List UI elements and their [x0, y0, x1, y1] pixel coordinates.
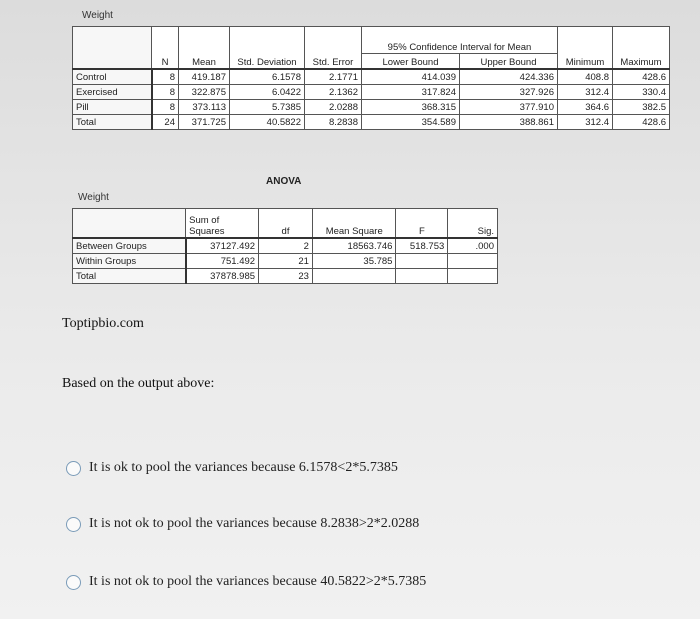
cell-min: 408.8	[558, 69, 613, 85]
cell-df: 21	[259, 254, 313, 269]
cell-ss: 37127.492	[186, 238, 259, 254]
col-n: N	[152, 27, 179, 70]
option-label: It is not ok to pool the variances because 8.2838>2*2.0288	[89, 516, 420, 531]
cell-upper: 327.926	[459, 85, 557, 100]
col-ss: Sum of Squares	[186, 209, 259, 239]
row-label: Within Groups	[73, 254, 186, 269]
cell-ms: 35.785	[312, 254, 396, 269]
cell-lower: 414.039	[362, 69, 460, 85]
table-row	[73, 100, 670, 115]
cell-mean: 322.875	[179, 85, 230, 100]
cell-mean: 373.113	[179, 100, 230, 115]
table-row	[73, 269, 498, 284]
corner-cell	[73, 209, 186, 239]
cell-mean: 371.725	[179, 115, 230, 130]
table-row	[73, 69, 670, 85]
table-row	[73, 115, 670, 130]
option-label: It is not ok to pool the variances because 40.5822>2*5.7385	[89, 574, 427, 589]
corner-cell	[73, 27, 152, 70]
col-min: Minimum	[558, 27, 613, 70]
cell-n: 8	[152, 69, 179, 85]
anova-table	[72, 208, 498, 284]
option-2[interactable]	[66, 574, 426, 590]
cell-ss: 751.492	[186, 254, 259, 269]
option-0[interactable]	[66, 460, 398, 476]
table-row	[73, 85, 670, 100]
col-upper: Upper Bound	[459, 54, 557, 70]
cell-sd: 40.5822	[230, 115, 305, 130]
cell-upper: 388.861	[459, 115, 557, 130]
radio-button[interactable]	[66, 461, 81, 476]
col-ms: Mean Square	[312, 209, 396, 239]
cell-ms: 18563.746	[312, 238, 396, 254]
cell-max: 330.4	[613, 85, 670, 100]
cell-max: 428.6	[613, 115, 670, 130]
question-text: Based on the output above:	[62, 376, 215, 391]
row-label: Exercised	[73, 85, 152, 100]
cell-upper: 377.910	[459, 100, 557, 115]
cell-max: 428.6	[613, 69, 670, 85]
anova-heading: ANOVA	[266, 176, 302, 187]
option-1[interactable]	[66, 516, 419, 532]
watermark-text: Toptipbio.com	[62, 316, 144, 331]
cell-lower: 354.589	[362, 115, 460, 130]
col-sd: Std. Deviation	[230, 27, 305, 70]
cell-df: 2	[259, 238, 313, 254]
col-ci: 95% Confidence Interval for Mean	[362, 27, 558, 54]
cell-se: 2.1771	[305, 69, 362, 85]
radio-button[interactable]	[66, 517, 81, 532]
cell-n: 24	[152, 115, 179, 130]
col-f: F	[396, 209, 448, 239]
table-row	[73, 254, 498, 269]
table-row	[73, 238, 498, 254]
cell-se: 8.2838	[305, 115, 362, 130]
cell-f: 518.753	[396, 238, 448, 254]
cell-ms	[312, 269, 396, 284]
cell-ss: 37878.985	[186, 269, 259, 284]
row-label: Total	[73, 115, 152, 130]
cell-n: 8	[152, 85, 179, 100]
cell-lower: 368.315	[362, 100, 460, 115]
cell-mean: 419.187	[179, 69, 230, 85]
col-mean: Mean	[179, 27, 230, 70]
cell-min: 312.4	[558, 115, 613, 130]
cell-f	[396, 269, 448, 284]
col-lower: Lower Bound	[362, 54, 460, 70]
col-df: df	[259, 209, 313, 239]
cell-sd: 6.0422	[230, 85, 305, 100]
cell-f	[396, 254, 448, 269]
cell-sig	[448, 269, 498, 284]
cell-min: 364.6	[558, 100, 613, 115]
cell-se: 2.1362	[305, 85, 362, 100]
option-label: It is ok to pool the variances because 6.1578<2*5.7385	[89, 460, 398, 475]
cell-sig	[448, 254, 498, 269]
row-label: Between Groups	[73, 238, 186, 254]
row-label: Total	[73, 269, 186, 284]
descriptives-table	[72, 26, 670, 130]
anova-title: Weight	[78, 192, 109, 203]
col-sig: Sig.	[448, 209, 498, 239]
col-max: Maximum	[613, 27, 670, 70]
cell-sd: 5.7385	[230, 100, 305, 115]
cell-lower: 317.824	[362, 85, 460, 100]
col-se: Std. Error	[305, 27, 362, 70]
cell-sig: .000	[448, 238, 498, 254]
cell-df: 23	[259, 269, 313, 284]
cell-max: 382.5	[613, 100, 670, 115]
row-label: Control	[73, 69, 152, 85]
radio-button[interactable]	[66, 575, 81, 590]
cell-n: 8	[152, 100, 179, 115]
cell-se: 2.0288	[305, 100, 362, 115]
cell-sd: 6.1578	[230, 69, 305, 85]
row-label: Pill	[73, 100, 152, 115]
descriptives-title: Weight	[82, 10, 113, 21]
cell-upper: 424.336	[459, 69, 557, 85]
cell-min: 312.4	[558, 85, 613, 100]
